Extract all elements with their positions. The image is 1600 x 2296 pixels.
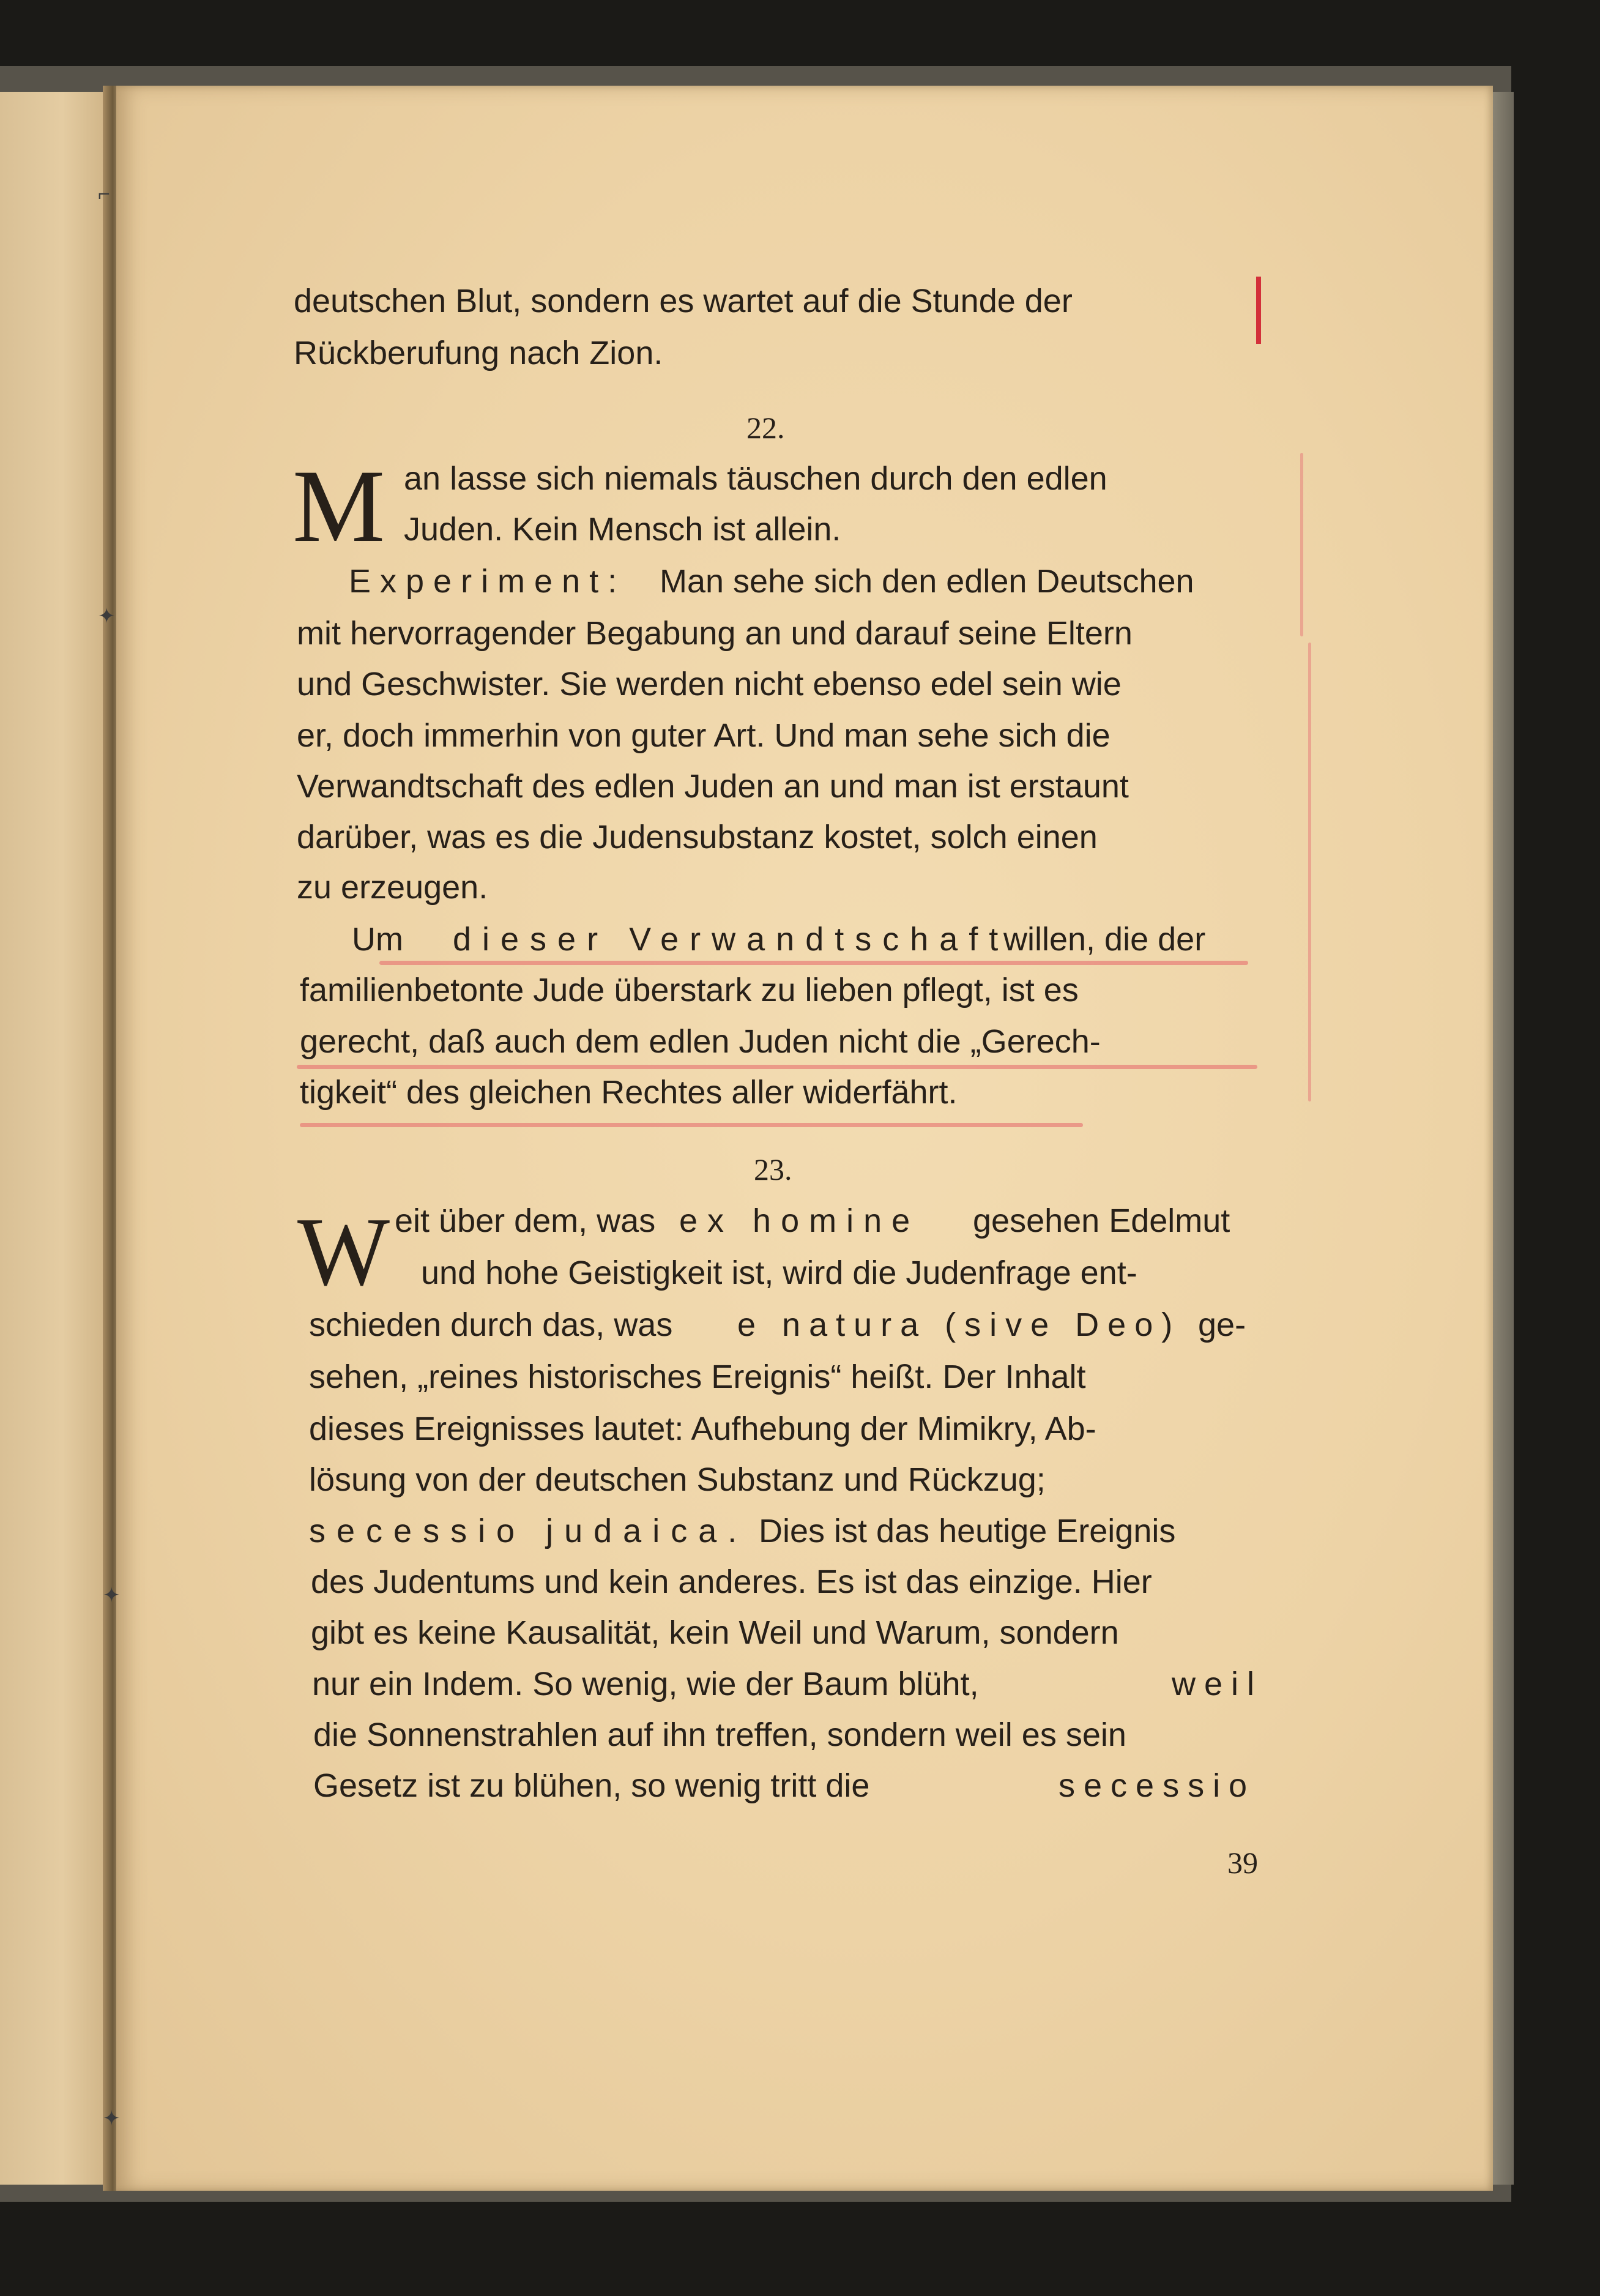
line-text: und Geschwister. Sie werden nicht ebenso edel sein wie [297, 666, 1122, 703]
line-text: die Sonnenstrahlen auf ihn treffen, sondern weil es sein [313, 1716, 1126, 1753]
text-line [0, 609, 1600, 658]
binding-thread-mark: ✦ [103, 1584, 121, 1607]
line-text: Rückberufung nach Zion. [294, 335, 663, 371]
text-line [294, 277, 1250, 326]
text-line [0, 915, 1600, 964]
section-number-22: 22. [746, 411, 785, 445]
text-line [0, 762, 1600, 811]
line-text: Juden. Kein Mensch ist allein. [404, 511, 841, 548]
line-text: willen, die der [1003, 921, 1206, 958]
spaced-emphasis: e natura (sive Deo) [737, 1306, 1181, 1343]
cover-edge [1493, 92, 1514, 2185]
binding-thread-mark: ✦ [103, 2107, 121, 2130]
line-text: und hohe Geistigkeit ist, wird die Judenfrage ent- [421, 1254, 1137, 1291]
drop-cap-w: W [297, 1197, 390, 1306]
text-line [0, 1507, 1600, 1556]
page-number: 39 [1227, 1846, 1258, 1880]
text-line [0, 1017, 1600, 1066]
line-text: nur ein Indem. So wenig, wie der Baum blüht, [312, 1666, 979, 1702]
drop-cap-m: M [292, 449, 385, 564]
spaced-emphasis: ex homine [679, 1202, 920, 1239]
right-page [116, 86, 1493, 2191]
text-line [0, 1068, 1600, 1117]
line-text: des Judentums und kein anderes. Es ist das einzige. Hier [311, 1564, 1152, 1600]
text-line [0, 1761, 1600, 1810]
text-line [0, 505, 1600, 554]
text-line [0, 966, 1600, 1015]
line-text: eit über dem, was [395, 1202, 656, 1239]
line-text: Verwandtschaft des edlen Juden an und man ist erstaunt [297, 768, 1129, 805]
pencil-underline [300, 1123, 1083, 1127]
line-text: dieses Ereignisses lautet: Aufhebung der Mimikry, Ab- [309, 1411, 1096, 1447]
line-text: mit hervorragender Begabung an und darauf seine Eltern [297, 615, 1133, 652]
spaced-emphasis: dieser Verwandtschaft [453, 921, 1010, 958]
spaced-emphasis: weil [1172, 1666, 1263, 1702]
line-text: schieden durch das, was [309, 1306, 673, 1343]
line-text: zu erzeugen. [297, 869, 488, 906]
text-line [0, 863, 1600, 912]
binding-thread-mark: ⌐ [98, 182, 110, 206]
line-text: ge- [1198, 1306, 1246, 1343]
line-text: darüber, was es die Judensubstanz kostet, solch einen [297, 819, 1098, 855]
line-text: gibt es keine Kausalität, kein Weil und Warum, sondern [311, 1614, 1119, 1651]
line-text: familienbetonte Jude überstark zu lieben pflegt, ist es [300, 972, 1079, 1008]
line-text: an lasse sich niemals täuschen durch den edlen [404, 460, 1107, 497]
text-line [0, 329, 1600, 378]
binding-thread-mark: ✦ [98, 605, 116, 628]
line-text: sehen, „reines historisches Ereignis“ heißt. Der Inhalt [309, 1359, 1086, 1395]
text-line [0, 1300, 1600, 1349]
line-text: Gesetz ist zu blühen, so wenig tritt die [313, 1767, 870, 1804]
spaced-emphasis: secessio judaica. [309, 1513, 748, 1549]
line-text: Man sehe sich den edlen Deutschen [660, 563, 1194, 600]
line-text: tigkeit“ des gleichen Rechtes aller widerfährt. [300, 1074, 958, 1111]
line-text: er, doch immerhin von guter Art. Und man sehe sich die [297, 717, 1111, 754]
text-line [0, 1404, 1600, 1453]
text-line [0, 1196, 1600, 1245]
text-line [0, 1352, 1600, 1401]
text-line [0, 1608, 1600, 1657]
spaced-emphasis: secessio [1059, 1767, 1256, 1804]
text-line [0, 454, 1600, 503]
line-text: deutschen Blut, sondern es wartet auf die Stunde der [294, 283, 1073, 319]
text-line [0, 1660, 1600, 1709]
text-line [0, 1455, 1600, 1504]
section-number-23: 23. [754, 1152, 792, 1187]
text-line [0, 813, 1600, 862]
text-line [0, 711, 1600, 760]
spaced-emphasis: Experiment: [349, 563, 627, 600]
text-line [0, 1710, 1600, 1759]
line-text: Dies ist das heutige Ereignis [759, 1513, 1176, 1549]
line-text: gesehen Edelmut [973, 1202, 1230, 1239]
line-text: gerecht, daß auch dem edlen Juden nicht die „Gerech- [300, 1023, 1101, 1060]
line-text: Um [352, 921, 403, 958]
line-text: lösung von der deutschen Substanz und Rückzug; [309, 1461, 1046, 1498]
text-line [0, 1248, 1600, 1297]
text-line [0, 660, 1600, 709]
left-page-edge [0, 92, 113, 2185]
text-line [0, 557, 1600, 606]
text-line [0, 1557, 1600, 1606]
